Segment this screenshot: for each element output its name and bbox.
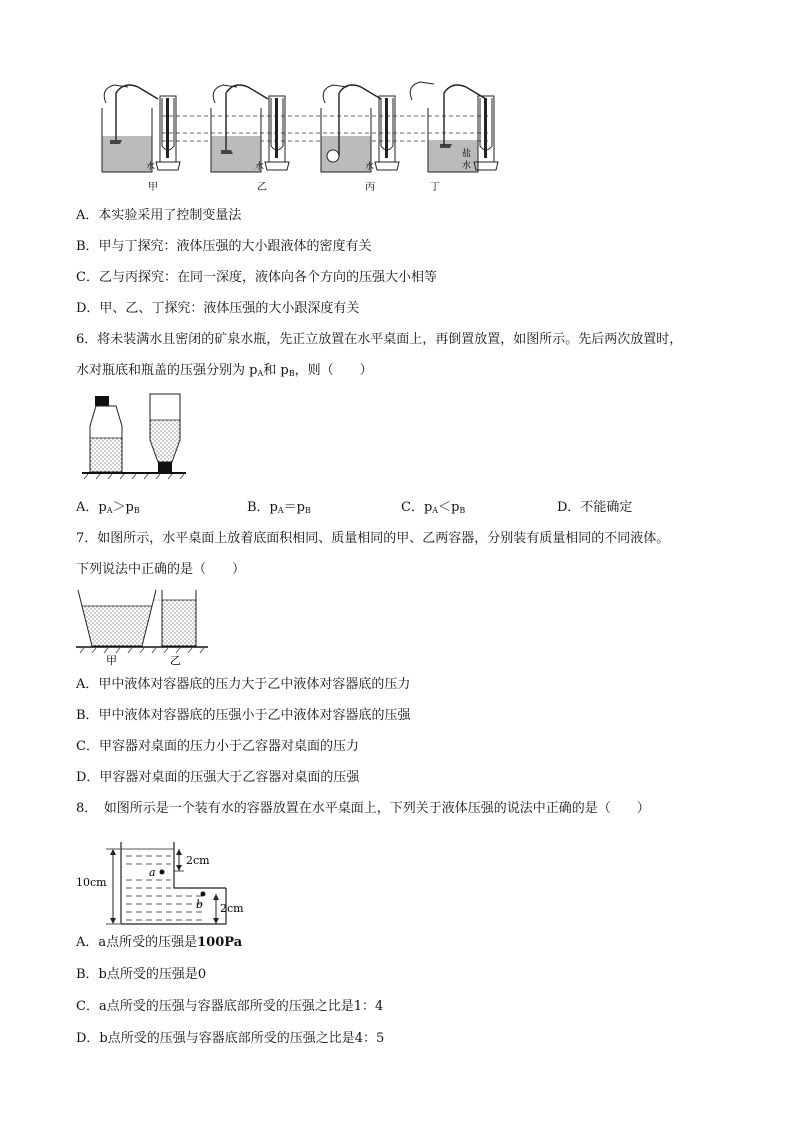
salt-water-label-2: 水 (462, 161, 472, 171)
container-label-jia: 甲 (106, 654, 117, 666)
q8-stem: 8． 如图所示是一个装有水的容器放置在水平桌面上，下列关于液体压强的说法中正确的是（ ） (76, 801, 650, 816)
figure-containers (74, 588, 214, 666)
q7-option-d[interactable]: D．甲容器对桌面的压强大于乙容器对桌面的压强 (76, 770, 360, 785)
q5-option-d[interactable]: D．甲、乙、丁探究：液体压强的大小跟深度有关 (76, 301, 360, 316)
q8-option-b[interactable]: B．b点所受的压强是0 (76, 967, 207, 982)
q8-option-c[interactable]: C．a点所受的压强与容器底部所受的压强之比是1：4 (76, 999, 384, 1014)
height-total-label: 10cm (76, 876, 107, 889)
q7-option-a[interactable]: A．甲中液体对容器底的压力大于乙中液体对容器底的压力 (76, 677, 411, 692)
figure-stepped-container (76, 838, 266, 930)
q7-option-b[interactable]: B．甲中液体对容器底的压强小于乙中液体对容器底的压强 (76, 708, 411, 723)
apparatus-jia (102, 85, 180, 193)
q6-option-a[interactable]: A．$p_A>p_B$ (76, 500, 140, 515)
q6-stem-line2: 水对瓶底和瓶盖的压强分别为 $p_A$和 $p_B$，则（ ） (76, 363, 373, 378)
apparatus-label-bing: 丙 (365, 182, 375, 193)
q6-option-b[interactable]: B．$p_A=p_B$ (247, 500, 311, 515)
q7-stem-line2: 下列说法中正确的是（ ） (76, 562, 246, 577)
water-label: 水 (365, 162, 375, 172)
apparatus-label-jia: 甲 (148, 182, 158, 193)
apparatus-yi (211, 85, 289, 193)
figure-manometer-experiments (76, 78, 506, 196)
q5-option-a[interactable]: A．本实验采用了控制变量法 (76, 208, 242, 223)
q5-option-c[interactable]: C．乙与丙探究：在同一深度，液体向各个方向的压强大小相等 (76, 270, 437, 285)
water-label: 水 (255, 162, 265, 172)
q7-stem-line1: 7．如图所示，水平桌面上放着底面积相同、质量相同的甲、乙两容器，分别装有质量相同的不同液体。 (76, 531, 670, 546)
height-top-label: 2cm (186, 854, 210, 867)
water-label: 水 (146, 162, 156, 172)
q7-option-c[interactable]: C．甲容器对桌面的压力小于乙容器对桌面的压力 (76, 739, 359, 754)
q8-option-d[interactable]: D．b点所受的压强与容器底部所受的压强之比是4：5 (76, 1031, 385, 1046)
apparatus-label-ding: 丁 (430, 182, 440, 193)
q6-stem-line1: 6．将未装满水且密闭的矿泉水瓶，先正立放置在水平桌面上，再倒置放置，如图所示。先后两次放置时， (76, 332, 683, 347)
q8-option-a[interactable]: A．a点所受的压强是100Pa (76, 935, 243, 950)
container-label-yi: 乙 (170, 654, 181, 666)
apparatus-label-yi: 乙 (257, 182, 267, 193)
apparatus-bing (321, 85, 399, 193)
apparatus-ding (410, 82, 498, 193)
figure-bottles (80, 390, 190, 482)
point-b-label: b (196, 898, 204, 911)
q6-option-c[interactable]: C．$p_A<p_B$ (401, 500, 466, 515)
point-a-label: a (149, 866, 156, 879)
q5-option-b[interactable]: B．甲与丁探究：液体压强的大小跟液体的密度有关 (76, 239, 372, 254)
height-bottom-label: 2cm (220, 902, 244, 915)
salt-water-label: 盐 (462, 149, 472, 159)
q6-option-d[interactable]: D．不能确定 (557, 500, 633, 515)
